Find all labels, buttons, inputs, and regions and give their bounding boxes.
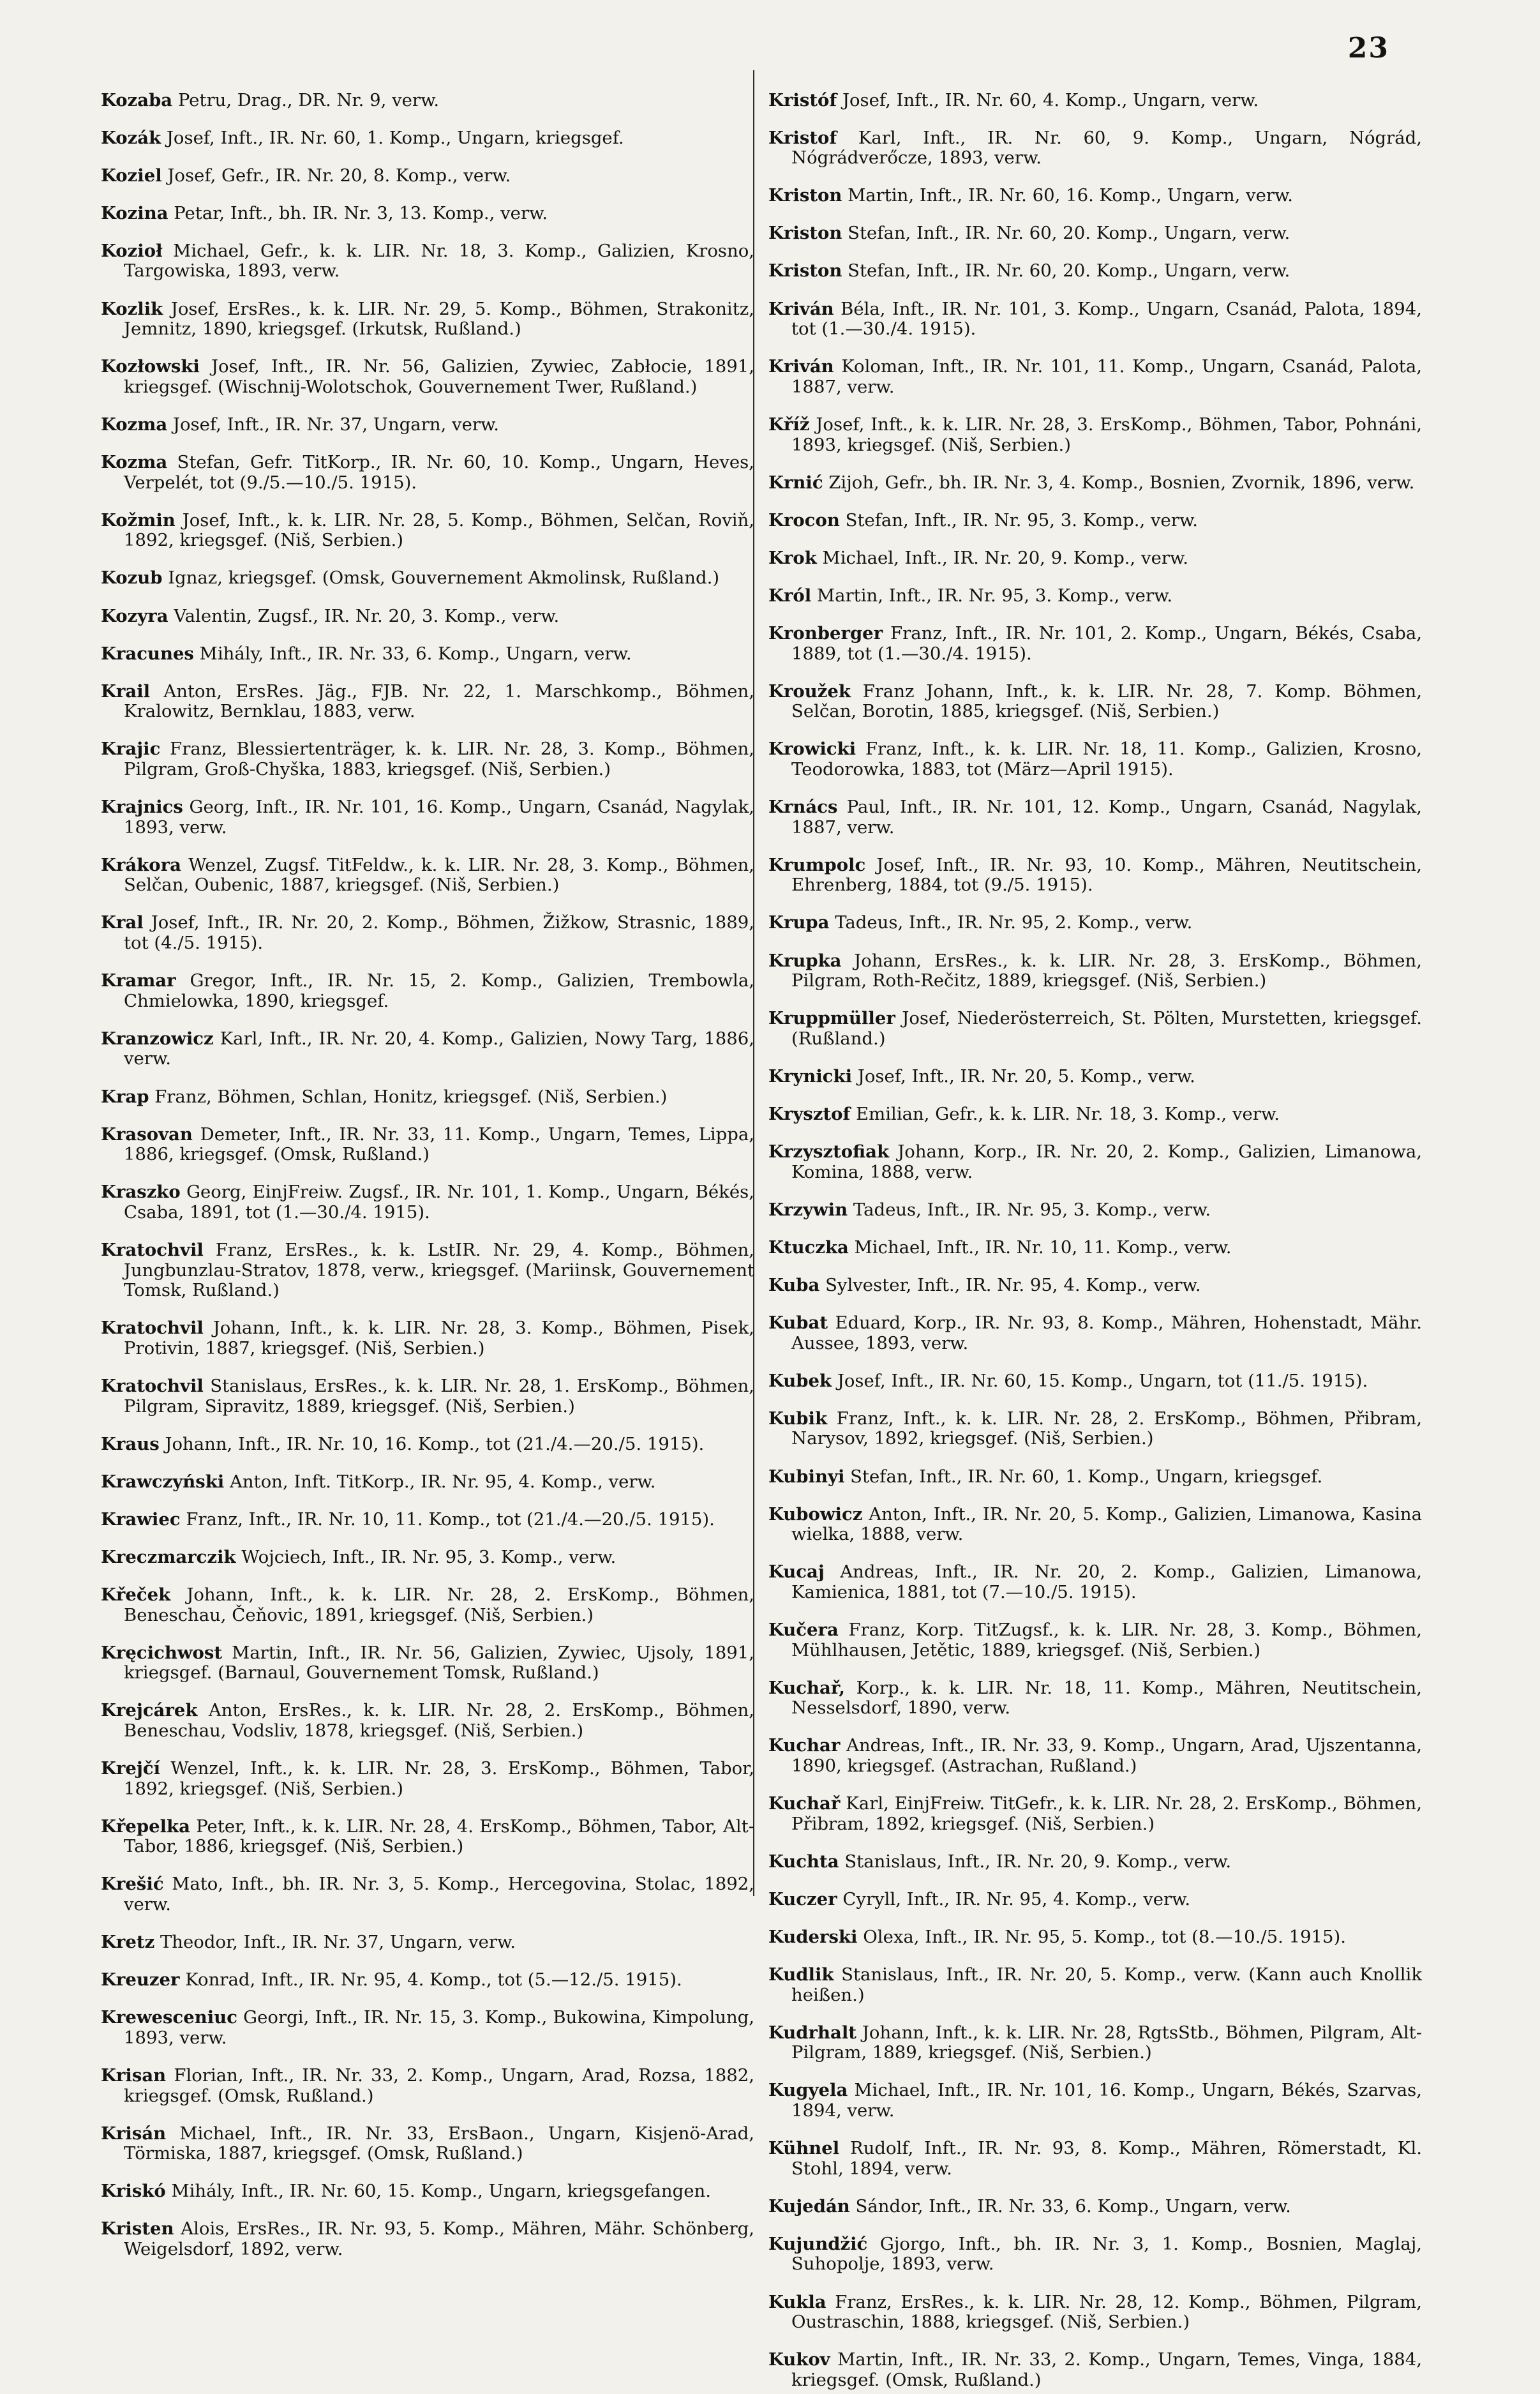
casualty-entry	[768, 855, 1422, 896]
entry-surname: Krajic	[101, 739, 161, 760]
entry-surname: Kozub	[101, 568, 163, 589]
casualty-entry	[101, 1318, 754, 1359]
left-column	[101, 73, 754, 2264]
entry-details: Johann, Inft., k. k. LIR. Nr. 28, RgtsStb., Böhmen, Pilgram, Alt-Pilgram, 1889, kriegsgef. (Niš, Serbien.)	[791, 2022, 1422, 2063]
casualty-entry	[101, 606, 754, 627]
casualty-entry	[768, 913, 1422, 933]
entry-surname: Krysztof	[768, 1104, 851, 1124]
entry-surname: Krumpolc	[768, 854, 866, 875]
entry-details: Martin, Inft., IR. Nr. 56, Galizien, Zywiec, Ujsoly, 1891, kriegsgef. (Barnaul, Gouvernement Tomsk, Rußland.)	[124, 1642, 754, 1683]
entry-details: Josef, ErsRes., k. k. LIR. Nr. 29, 5. Komp., Böhmen, Strakonitz, Jemnitz, 1890, kriegsgef. (Irkutsk, Rußland.)	[124, 298, 754, 340]
entry-details: Gregor, Inft., IR. Nr. 15, 2. Komp., Galizien, Trembowla, Chmielowka, 1890, kriegsgef.	[124, 970, 754, 1011]
entry-details: Georg, Inft., IR. Nr. 101, 16. Komp., Ungarn, Csanád, Nagylak, 1893, verw.	[124, 797, 754, 838]
entry-details: Wojciech, Inft., IR. Nr. 95, 3. Komp., verw.	[241, 1546, 617, 1567]
casualty-entry	[768, 1409, 1422, 1449]
entry-details: Josef, Inft., IR. Nr. 93, 10. Komp., Mähren, Neutitschein, Ehrenberg, 1884, tot (9./5. 1915).	[791, 854, 1422, 896]
entry-surname: Krisán	[101, 2123, 167, 2144]
casualty-entry	[101, 797, 754, 838]
entry-details: Paul, Inft., IR. Nr. 101, 12. Komp., Ungarn, Csanád, Nagylak, 1887, verw.	[791, 797, 1422, 838]
casualty-entry	[101, 1376, 754, 1417]
entry-details: Michael, Inft., IR. Nr. 101, 16. Komp., Ungarn, Békés, Szarvas, 1894, verw.	[791, 2080, 1422, 2121]
casualty-entry	[768, 91, 1422, 111]
entry-details: Rudolf, Inft., IR. Nr. 93, 8. Komp., Mähren, Römerstadt, Kl. Stohl, 1894, verw.	[791, 2138, 1422, 2179]
entry-surname: Kucaj	[768, 1562, 825, 1583]
casualty-entry	[768, 739, 1422, 779]
entry-surname: Kozyra	[101, 605, 168, 626]
casualty-entry	[768, 2081, 1422, 2121]
entry-details: Josef, Gefr., IR. Nr. 20, 8. Komp., verw.	[167, 165, 511, 186]
entry-surname: Koziel	[101, 165, 162, 186]
entry-details: Josef, Inft., IR. Nr. 60, 4. Komp., Ungarn, verw.	[842, 89, 1259, 110]
entry-surname: Křeček	[101, 1585, 171, 1605]
entry-surname: Krzywin	[768, 1199, 848, 1220]
entry-surname: Kramar	[101, 970, 176, 991]
casualty-entry	[768, 2234, 1422, 2275]
entry-details: Sylvester, Inft., IR. Nr. 95, 4. Komp., verw.	[825, 1274, 1201, 1295]
entry-surname: Kozaba	[101, 89, 173, 110]
entry-surname: Kubat	[768, 1313, 828, 1334]
casualty-entry	[768, 223, 1422, 244]
casualty-entry	[101, 204, 754, 224]
casualty-entry	[101, 1874, 754, 1915]
entry-surname: Kubinyi	[768, 1466, 845, 1487]
entry-details: Tadeus, Inft., IR. Nr. 95, 3. Komp., verw.	[853, 1199, 1211, 1220]
entry-surname: Krynicki	[768, 1065, 853, 1087]
casualty-entry	[101, 1970, 754, 1991]
casualty-entry	[101, 739, 754, 779]
entry-details: Florian, Inft., IR. Nr. 33, 2. Komp., Ungarn, Arad, Rozsa, 1882, kriegsgef. (Omsk, Rußland.)	[124, 2065, 754, 2106]
casualty-entry	[768, 1927, 1422, 1948]
entry-surname: Kozma	[101, 452, 168, 473]
casualty-entry	[768, 682, 1422, 722]
casualty-entry	[101, 357, 754, 397]
entry-details: Josef, Inft., IR. Nr. 60, 1. Komp., Ungarn, kriegsgef.	[166, 127, 624, 148]
casualty-entry	[768, 1505, 1422, 1545]
entry-surname: Kudrhalt	[768, 2022, 856, 2043]
entry-details: Anton, Inft. TitKorp., IR. Nr. 95, 4. Komp., verw.	[229, 1471, 656, 1492]
casualty-entry	[101, 644, 754, 665]
casualty-entry	[768, 2023, 1422, 2063]
entry-details: Eduard, Korp., IR. Nr. 93, 8. Komp., Mähren, Hohenstadt, Mähr. Aussee, 1893, verw.	[791, 1313, 1422, 1353]
entry-surname: Kranzowicz	[101, 1028, 214, 1049]
entry-details: Stefan, Inft., IR. Nr. 95, 3. Komp., verw.	[845, 509, 1198, 531]
entry-details: Martin, Inft., IR. Nr. 95, 3. Komp., verw.	[816, 585, 1173, 606]
entry-surname: Kožmin	[101, 509, 176, 531]
entry-surname: Kristof	[768, 127, 837, 148]
casualty-entry	[768, 1371, 1422, 1392]
casualty-entry	[768, 357, 1422, 397]
casualty-entry	[101, 91, 754, 111]
entry-details: Josef, Niederösterreich, St. Pölten, Murstetten, kriegsgef. (Rußland.)	[791, 1008, 1422, 1049]
entry-details: Wenzel, Inft., k. k. LIR. Nr. 28, 3. ErsKomp., Böhmen, Tabor, 1892, kriegsgef. (Niš, Serbien.)	[124, 1758, 754, 1799]
entry-surname: Kuchar	[768, 1735, 841, 1756]
casualty-entry	[101, 1932, 754, 1953]
entry-surname: Krejcárek	[101, 1700, 198, 1721]
casualty-entry	[101, 1125, 754, 1165]
casualty-entry	[101, 1817, 754, 1857]
casualty-entry	[768, 951, 1422, 991]
entry-details: Stefan, Gefr. TitKorp., IR. Nr. 60, 10. Komp., Ungarn, Heves, Verpelét, tot (9./5.—10./5. 1915).	[124, 452, 754, 493]
casualty-entry	[101, 1240, 754, 1301]
casualty-entry	[768, 1238, 1422, 1258]
casualty-entry	[768, 299, 1422, 340]
entry-details: Franz, ErsRes., k. k. LIR. Nr. 28, 12. Komp., Böhmen, Pilgram, Oustraschin, 1888, kriegsgef. (Niš, Serbien.)	[791, 2291, 1422, 2333]
entry-surname: Krajnics	[101, 797, 183, 818]
entry-details: Cyryll, Inft., IR. Nr. 95, 4. Komp., verw.	[842, 1888, 1191, 1909]
entry-details: Franz, Blessiertenträger, k. k. LIR. Nr. 28, 3. Komp., Böhmen, Pilgram, Groß-Chyška, 1883, kriegsgef. (Niš, Serbien.)	[124, 739, 754, 779]
entry-details: Josef, Inft., k. k. LIR. Nr. 28, 3. ErsKomp., Böhmen, Tabor, Pohnáni, 1893, kriegsgef. (Niš, Serbien.)	[791, 414, 1422, 455]
entry-details: Martin, Inft., IR. Nr. 33, 2. Komp., Ungarn, Temes, Vinga, 1884, kriegsgef. (Omsk, Rußland.)	[791, 2349, 1422, 2390]
entry-details: Tadeus, Inft., IR. Nr. 95, 2. Komp., verw.	[835, 912, 1193, 933]
entry-surname: Krawczyński	[101, 1471, 225, 1492]
casualty-entry	[101, 415, 754, 435]
entry-details: Michael, Inft., IR. Nr. 20, 9. Komp., verw.	[822, 547, 1189, 568]
entry-surname: Krzysztofiak	[768, 1141, 889, 1163]
casualty-entry	[101, 166, 754, 186]
entry-details: Emilian, Gefr., k. k. LIR. Nr. 18, 3. Komp., verw.	[856, 1104, 1280, 1124]
entry-surname: Kubik	[768, 1408, 828, 1429]
casualty-entry	[101, 971, 754, 1011]
entry-surname: Krupa	[768, 912, 830, 933]
entry-details: Olexa, Inft., IR. Nr. 95, 5. Komp., tot (8.—10./5. 1915).	[863, 1926, 1347, 1947]
casualty-entry	[768, 797, 1422, 838]
entry-surname: Kriston	[768, 185, 842, 206]
entry-details: Stanislaus, Inft., IR. Nr. 20, 5. Komp., verw. (Kann auch Knollik heißen.)	[791, 1964, 1422, 2005]
entry-surname: Krewesceniuc	[101, 2007, 237, 2028]
entry-surname: Kuderski	[768, 1926, 858, 1947]
entry-surname: Krasovan	[101, 1124, 193, 1145]
casualty-entry	[101, 1472, 754, 1493]
entry-surname: Krisan	[101, 2065, 167, 2086]
entry-surname: Krocon	[768, 509, 840, 531]
entry-surname: Kracunes	[101, 643, 194, 664]
entry-surname: Kraus	[101, 1433, 160, 1454]
entry-surname: Kozák	[101, 127, 161, 148]
entry-surname: Kozma	[101, 414, 168, 435]
casualty-entry	[101, 511, 754, 551]
entry-surname: Kraszko	[101, 1182, 181, 1203]
entry-surname: Kuba	[768, 1274, 820, 1295]
entry-surname: Kretz	[101, 1932, 155, 1953]
entry-surname: Krowicki	[768, 739, 856, 760]
entry-details: Stefan, Inft., IR. Nr. 60, 1. Komp., Ungarn, kriegsgef.	[850, 1466, 1323, 1487]
entry-details: Josef, Inft., k. k. LIR. Nr. 28, 5. Komp., Böhmen, Selčan, Roviň, 1892, kriegsgef. (Niš, Serbien.)	[124, 509, 754, 551]
entry-surname: Krešić	[101, 1874, 164, 1895]
entry-surname: Kukla	[768, 2291, 826, 2312]
entry-surname: Kugyela	[768, 2080, 848, 2101]
entry-surname: Kříž	[768, 414, 810, 435]
casualty-entry	[768, 511, 1422, 531]
entry-details: Stefan, Inft., IR. Nr. 60, 20. Komp., Ungarn, verw.	[848, 260, 1290, 282]
entry-details: Konrad, Inft., IR. Nr. 95, 4. Komp., tot (5.—12./5. 1915).	[185, 1969, 682, 1991]
entry-surname: Kuchta	[768, 1851, 839, 1872]
entry-surname: Kristen	[101, 2218, 174, 2240]
entry-details: Josef, Inft., IR. Nr. 20, 2. Komp., Böhmen, Žižkow, Strasnic, 1889, tot (4./5. 1915).	[124, 912, 754, 954]
entry-surname: Król	[768, 585, 812, 606]
casualty-entry	[768, 1890, 1422, 1910]
entry-details: Andreas, Inft., IR. Nr. 33, 9. Komp., Ungarn, Arad, Ujszentanna, 1890, kriegsgef. (Astrachan, Rußland.)	[791, 1735, 1422, 1776]
entry-surname: Kral	[101, 912, 144, 933]
casualty-entry	[768, 1067, 1422, 1087]
page-number: 23	[1347, 32, 1389, 64]
entry-details: Johann, Inft., k. k. LIR. Nr. 28, 2. ErsKomp., Böhmen, Beneschau, Čeňovic, 1891, kriegsgef. (Niš, Serbien.)	[124, 1585, 754, 1625]
casualty-entry	[101, 2124, 754, 2164]
entry-details: Mihály, Inft., IR. Nr. 60, 15. Komp., Ungarn, kriegsgefangen.	[171, 2181, 711, 2202]
casualty-entry	[768, 1736, 1422, 1776]
casualty-entry	[768, 186, 1422, 206]
entry-details: Johann, Inft., IR. Nr. 10, 16. Komp., tot (21./4.—20./5. 1915).	[165, 1433, 705, 1454]
entry-surname: Kujedán	[768, 2195, 850, 2217]
entry-details: Wenzel, Zugsf. TitFeldw., k. k. LIR. Nr. 28, 3. Komp., Böhmen, Selčan, Oubenic, 1887, kriegsgef. (Niš, Serbien.)	[124, 854, 754, 896]
casualty-entry	[101, 1087, 754, 1108]
entry-surname: Kučera	[768, 1620, 839, 1640]
entry-details: Franz, Inft., IR. Nr. 10, 11. Komp., tot (21./4.—20./5. 1915).	[186, 1509, 715, 1530]
entry-surname: Kręcichwost	[101, 1642, 223, 1663]
entry-details: Franz, ErsRes., k. k. LstIR. Nr. 29, 4. Komp., Böhmen, Jungbunzlau-Stratov, 1878, verw., kriegsgef. (Mariinsk, Gouvernement Tomsk, Rußland.)	[124, 1239, 754, 1301]
entry-surname: Kriskó	[101, 2181, 166, 2202]
casualty-entry	[101, 682, 754, 722]
entry-details: Johann, ErsRes., k. k. LIR. Nr. 28, 3. ErsKomp., Böhmen, Pilgram, Roth-Rečitz, 1889, kriegsgef. (Niš, Serbien.)	[791, 950, 1422, 991]
entry-surname: Kubek	[768, 1370, 832, 1391]
entry-details: Josef, Inft., IR. Nr. 56, Galizien, Zywiec, Zabłocie, 1891, kriegsgef. (Wischnij-Wolotschok, Gouvernement Twer, Rußland.)	[124, 356, 754, 397]
entry-details: Mihály, Inft., IR. Nr. 33, 6. Komp., Ungarn, verw.	[199, 643, 632, 664]
casualty-entry	[768, 1467, 1422, 1487]
entry-surname: Krawiec	[101, 1509, 181, 1530]
casualty-entry	[768, 1794, 1422, 1834]
casualty-entry	[101, 1182, 754, 1223]
entry-surname: Kühnel	[768, 2138, 840, 2159]
entry-details: Michael, Inft., IR. Nr. 10, 11. Komp., verw.	[854, 1237, 1232, 1258]
casualty-entry	[101, 453, 754, 493]
casualty-entry	[768, 1678, 1422, 1719]
entry-surname: Kriston	[768, 223, 842, 244]
entry-details: Stefan, Inft., IR. Nr. 60, 20. Komp., Ungarn, verw.	[848, 223, 1290, 244]
entry-surname: Kratochvil	[101, 1318, 204, 1339]
casualty-entry	[768, 624, 1422, 664]
entry-surname: Kronberger	[768, 623, 883, 644]
entry-surname: Kriván	[768, 356, 834, 377]
entry-details: Koloman, Inft., IR. Nr. 101, 11. Komp., Ungarn, Csanád, Palota, 1887, verw.	[791, 356, 1422, 397]
casualty-entry	[768, 1562, 1422, 1602]
casualty-entry	[768, 2197, 1422, 2217]
entry-details: Martin, Inft., IR. Nr. 60, 16. Komp., Ungarn, verw.	[848, 185, 1294, 206]
entry-surname: Kratochvil	[101, 1239, 204, 1260]
entry-surname: Kreczmarczik	[101, 1546, 236, 1567]
casualty-entry	[768, 548, 1422, 569]
entry-surname: Kuchař,	[768, 1677, 845, 1698]
entry-details: Andreas, Inft., IR. Nr. 20, 2. Komp., Galizien, Limanowa, Kamienica, 1881, tot (7.—10./5. 1915).	[791, 1562, 1422, 1602]
casualty-entry	[101, 2181, 754, 2202]
entry-details: Michael, Inft., IR. Nr. 33, ErsBaon., Ungarn, Kisjenö-Arad, Törmiska, 1887, kriegsgef. (Omsk, Rußland.)	[124, 2123, 754, 2164]
entry-details: Franz, Inft., k. k. LIR. Nr. 18, 11. Komp., Galizien, Krosno, Teodorowka, 1883, tot (März—April 1915).	[791, 739, 1422, 779]
entry-surname: Kudlik	[768, 1964, 834, 1985]
casualty-entry	[768, 1104, 1422, 1125]
entry-details: Karl, Inft., IR. Nr. 20, 4. Komp., Galizien, Nowy Targ, 1886, verw.	[124, 1028, 754, 1069]
entry-surname: Kratochvil	[101, 1375, 204, 1396]
entry-details: Franz, Korp. TitZugsf., k. k. LIR. Nr. 28, 3. Komp., Böhmen, Mühlhausen, Jetětic, 1889, kriegsgef. (Niš, Serbien.)	[791, 1620, 1423, 1660]
casualty-entry	[768, 2292, 1422, 2333]
entry-details: Karl, EinjFreiw. TitGefr., k. k. LIR. Nr. 28, 2. ErsKomp., Böhmen, Přibram, 1892, kriegsgef. (Niš, Serbien.)	[791, 1793, 1422, 1834]
entry-details: Alois, ErsRes., IR. Nr. 93, 5. Komp., Mähren, Mähr. Schönberg, Weigelsdorf, 1892, verw.	[124, 2218, 754, 2260]
casualty-entry	[768, 1965, 1422, 2005]
entry-surname: Krákora	[101, 854, 181, 875]
entry-surname: Kujundžić	[768, 2233, 868, 2254]
right-column	[768, 73, 1422, 2394]
casualty-entry	[768, 2350, 1422, 2390]
casualty-entry	[768, 473, 1422, 493]
entry-details: Karl, Inft., IR. Nr. 60, 9. Komp., Ungarn, Nógrád, Nógrádverőcze, 1893, verw.	[791, 127, 1422, 169]
entry-details: Theodor, Inft., IR. Nr. 37, Ungarn, verw.	[160, 1932, 516, 1953]
casualty-entry	[101, 568, 754, 589]
entry-details: Michael, Gefr., k. k. LIR. Nr. 18, 3. Komp., Galizien, Krosno, Targowiska, 1893, verw.	[124, 240, 754, 282]
entry-details: Zijoh, Gefr., bh. IR. Nr. 3, 4. Komp., Bosnien, Zvornik, 1896, verw.	[828, 472, 1415, 493]
entry-surname: Kuchař	[768, 1793, 841, 1814]
casualty-entry	[101, 1510, 754, 1530]
entry-surname: Kriston	[768, 260, 842, 282]
entry-details: Mato, Inft., bh. IR. Nr. 3, 5. Komp., Hercegovina, Stolac, 1892, verw.	[124, 1874, 754, 1915]
entry-details: Georgi, Inft., IR. Nr. 15, 3. Komp., Bukowina, Kimpolung, 1893, verw.	[124, 2007, 755, 2048]
entry-surname: Křepelka	[101, 1816, 190, 1837]
entry-details: Anton, ErsRes. Jäg., FJB. Nr. 22, 1. Marschkomp., Böhmen, Kralowitz, Bernklau, 1883, verw.	[124, 681, 754, 722]
casualty-entry	[101, 2008, 754, 2048]
casualty-entry	[768, 261, 1422, 282]
casualty-entry	[768, 1009, 1422, 1049]
entry-surname: Krejčí	[101, 1758, 161, 1779]
entry-details: Franz Johann, Inft., k. k. LIR. Nr. 28, 7. Komp. Böhmen, Selčan, Borotin, 1885, kriegsgef. (Niš, Serbien.)	[791, 681, 1422, 722]
casualty-entry	[768, 586, 1422, 606]
entry-details: Petar, Inft., bh. IR. Nr. 3, 13. Komp., verw.	[174, 202, 548, 223]
entry-surname: Kriván	[768, 298, 834, 319]
entry-details: Josef, Inft., IR. Nr. 37, Ungarn, verw.	[172, 414, 500, 435]
casualty-entry	[768, 2139, 1422, 2179]
casualty-entry	[101, 1434, 754, 1455]
casualty-entry	[101, 1585, 754, 1625]
casualty-entry	[768, 1313, 1422, 1353]
entry-details: Petru, Drag., DR. Nr. 9, verw.	[177, 89, 440, 110]
entry-surname: Kristóf	[768, 89, 837, 110]
casualty-entry	[768, 1276, 1422, 1296]
entry-surname: Kubowicz	[768, 1503, 863, 1524]
casualty-entry	[768, 1620, 1422, 1660]
casualty-entry	[101, 299, 754, 340]
entry-surname: Kroužek	[768, 681, 851, 702]
entry-details: Anton, ErsRes., k. k. LIR. Nr. 28, 2. ErsKomp., Böhmen, Beneschau, Vodsliv, 1878, kriegsgef. (Niš, Serbien.)	[124, 1700, 754, 1741]
casualty-entry	[768, 415, 1422, 455]
casualty-entry	[101, 241, 754, 282]
casualty-entry	[101, 855, 754, 896]
casualty-entry	[101, 1759, 754, 1799]
entry-details: Stanislaus, ErsRes., k. k. LIR. Nr. 28, 1. ErsKomp., Böhmen, Pilgram, Sipravitz, 1889, kriegsgef. (Niš, Serbien.)	[124, 1375, 754, 1417]
entry-details: Franz, Inft., IR. Nr. 101, 2. Komp., Ungarn, Békés, Csaba, 1889, tot (1.—30./4. 1915).	[791, 623, 1422, 664]
entry-details: Sándor, Inft., IR. Nr. 33, 6. Komp., Ungarn, verw.	[855, 2195, 1291, 2217]
entry-details: Franz, Böhmen, Schlan, Honitz, kriegsgef. (Niš, Serbien.)	[154, 1086, 668, 1107]
entry-details: Josef, Inft., IR. Nr. 20, 5. Komp., verw.	[857, 1065, 1195, 1087]
entry-surname: Ktuczka	[768, 1237, 849, 1258]
entry-details: Béla, Inft., IR. Nr. 101, 3. Komp., Ungarn, Csanád, Palota, 1894, tot (1.—30./4. 1915).	[791, 298, 1423, 340]
entry-details: Josef, Inft., IR. Nr. 60, 15. Komp., Ungarn, tot (11./5. 1915).	[837, 1370, 1368, 1391]
entry-surname: Kozlik	[101, 298, 163, 319]
casualty-entry	[101, 2219, 754, 2259]
entry-details: Korp., k. k. LIR. Nr. 18, 11. Komp., Mähren, Neutitschein, Nesselsdorf, 1890, verw.	[791, 1677, 1422, 1719]
casualty-entry	[101, 128, 754, 149]
entry-details: Gjorgo, Inft., bh. IR. Nr. 3, 1. Komp., Bosnien, Maglaj, Suhopolje, 1893, verw.	[791, 2233, 1422, 2275]
casualty-entry	[768, 1142, 1422, 1182]
entry-details: Johann, Inft., k. k. LIR. Nr. 28, 3. Komp., Böhmen, Pisek, Protivin, 1887, kriegsgef. (Niš, Serbien.)	[124, 1318, 754, 1359]
entry-details: Georg, EinjFreiw. Zugsf., IR. Nr. 101, 1. Komp., Ungarn, Békés, Csaba, 1891, tot (1.—30./4. 1915).	[124, 1182, 754, 1223]
casualty-entry	[101, 1701, 754, 1741]
casualty-entry	[768, 1200, 1422, 1221]
entry-surname: Krap	[101, 1086, 149, 1107]
entry-details: Stanislaus, Inft., IR. Nr. 20, 9. Komp., verw.	[844, 1851, 1232, 1872]
entry-surname: Kuczer	[768, 1888, 837, 1909]
entry-details: Ignaz, kriegsgef. (Omsk, Gouvernement Akmolinsk, Rußland.)	[168, 568, 720, 589]
casualty-entry	[768, 128, 1422, 169]
entry-surname: Krnács	[768, 797, 838, 818]
entry-surname: Kruppmüller	[768, 1008, 895, 1029]
casualty-entry	[101, 1643, 754, 1683]
entry-surname: Kozina	[101, 202, 168, 223]
entry-surname: Kreuzer	[101, 1969, 180, 1991]
entry-surname: Krok	[768, 547, 817, 568]
entry-surname: Krail	[101, 681, 151, 702]
casualty-entry	[768, 1852, 1422, 1872]
entry-surname: Kozłowski	[101, 356, 200, 377]
entry-details: Franz, Inft., k. k. LIR. Nr. 28, 2. ErsKomp., Böhmen, Přibram, Narysov, 1892, kriegsgef. (Niš, Serbien.)	[791, 1408, 1423, 1449]
casualty-entry	[101, 913, 754, 953]
entry-details: Anton, Inft., IR. Nr. 20, 5. Komp., Galizien, Limanowa, Kasina wielka, 1888, verw.	[791, 1503, 1423, 1545]
entry-details: Valentin, Zugsf., IR. Nr. 20, 3. Komp., verw.	[174, 605, 560, 626]
entry-surname: Kozioł	[101, 240, 163, 261]
casualty-entry	[101, 1547, 754, 1568]
casualty-entry	[101, 2066, 754, 2106]
entry-surname: Krnić	[768, 472, 823, 493]
entry-details: Peter, Inft., k. k. LIR. Nr. 28, 4. ErsKomp., Böhmen, Tabor, Alt-Tabor, 1886, kriegsgef. (Niš, Serbien.)	[124, 1816, 754, 1857]
entry-details: Johann, Korp., IR. Nr. 20, 2. Komp., Galizien, Limanowa, Komina, 1888, verw.	[791, 1141, 1422, 1182]
casualty-entry	[101, 1029, 754, 1069]
entry-surname: Krupka	[768, 950, 842, 971]
entry-surname: Kukov	[768, 2349, 830, 2370]
entry-details: Demeter, Inft., IR. Nr. 33, 11. Komp., Ungarn, Temes, Lippa, 1886, kriegsgef. (Omsk, Rußland.)	[124, 1124, 754, 1165]
